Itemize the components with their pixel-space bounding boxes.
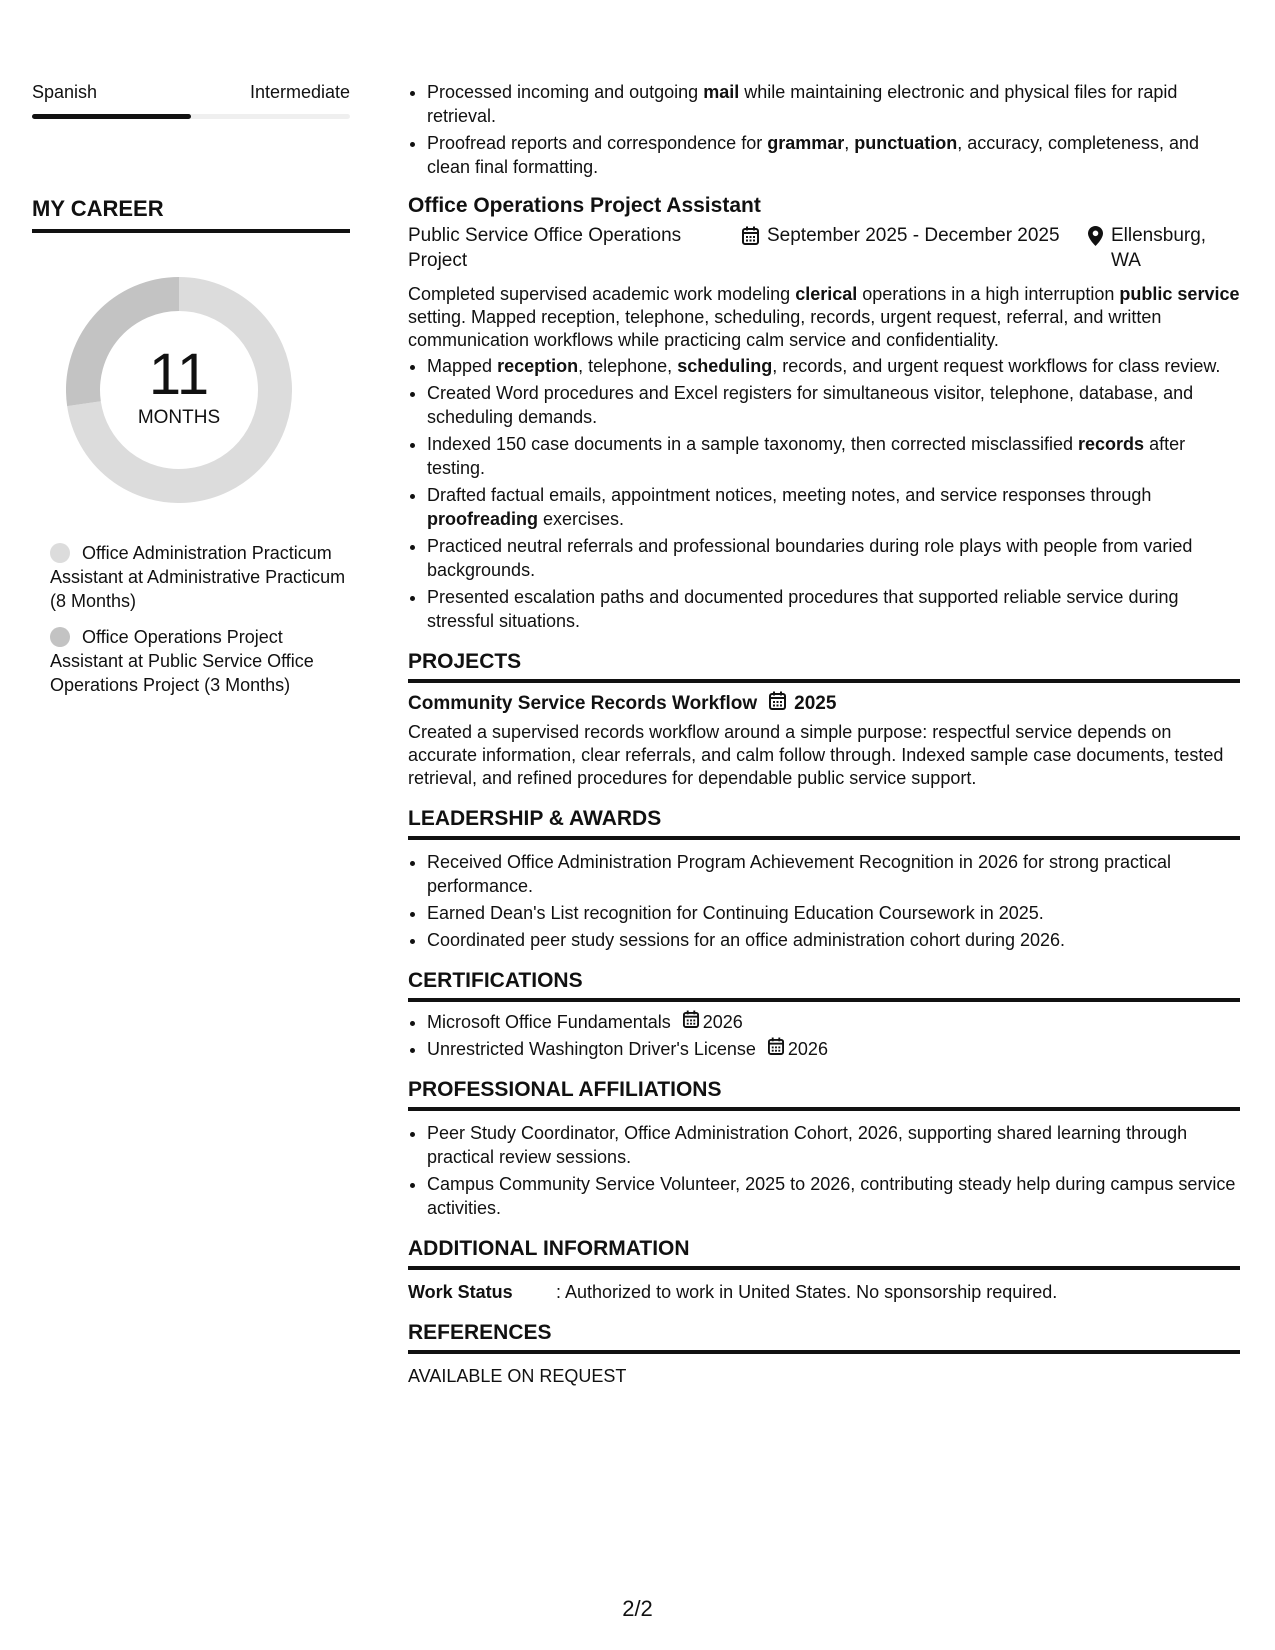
references-text: AVAILABLE ON REQUEST <box>408 1366 627 1386</box>
affiliations-heading: PROFESSIONAL AFFILIATIONS <box>408 1077 1240 1111</box>
job-bullet: • Drafted factual emails, appointment notices, meeting notes, and service responses through proofreading exercises. <box>427 483 1240 531</box>
career-donut <box>66 277 292 503</box>
calendar-icon <box>683 1010 699 1034</box>
language-proficiency-bar <box>32 114 350 119</box>
job-location <box>1088 223 1240 273</box>
sidebar <box>32 80 350 709</box>
page-number: 2/2 <box>622 1596 653 1621</box>
language-proficiency-fill <box>32 114 191 119</box>
certifications-heading: CERTIFICATIONS <box>408 968 1240 1002</box>
work-status-label: Work Status <box>408 1282 513 1302</box>
job-dates <box>742 223 1088 273</box>
career-legend-item <box>50 541 350 613</box>
job-bullets <box>408 354 1240 633</box>
legend-dot-icon <box>50 627 70 647</box>
references-heading: REFERENCES <box>408 1320 1240 1354</box>
career-heading: MY CAREER <box>32 195 350 233</box>
project-name: Community Service Records Workflow <box>408 693 758 714</box>
language-level: Intermediate <box>249 82 350 102</box>
legend-dot-icon <box>50 543 70 563</box>
previous-job-bullet: • Proofread reports and correspondence for grammar, punctuation, accuracy, completeness, and clean final formatting. <box>427 131 1240 179</box>
award-item: • Coordinated peer study sessions for an office administration cohort during 2026. <box>427 928 1240 952</box>
job-summary: Completed supervised academic work modeling clerical operations in a high interruption public service setting. Mapped reception, telephone, scheduling, records, urgent request, referral, and written communication workflows while practicing calm service and confidentiality. <box>408 284 1240 350</box>
previous-job-bullets <box>408 80 1240 179</box>
language-name: Spanish <box>32 82 98 102</box>
certification-year: 2026 <box>702 1012 743 1032</box>
career-total-unit: MONTHS <box>137 407 221 428</box>
job-bullet: • Mapped reception, telephone, scheduling, records, and urgent request workflows for class review. <box>427 354 1240 378</box>
affiliations-list <box>408 1121 1240 1220</box>
career-legend-text: Office Operations Project Assistant at Public Service Office Operations Project (3 Months) <box>50 627 314 695</box>
job-bullet: • Indexed 150 case documents in a sample taxonomy, then corrected misclassified records after testing. <box>427 432 1240 480</box>
career-legend-item <box>50 625 350 697</box>
job-location-text: Ellensburg, WA <box>1111 225 1207 271</box>
career-legend <box>32 541 350 697</box>
job-bullet: • Created Word procedures and Excel registers for simultaneous visitor, telephone, database, and scheduling demands. <box>427 381 1240 429</box>
project-year: 2025 <box>794 693 837 714</box>
additional-info-heading: ADDITIONAL INFORMATION <box>408 1236 1240 1270</box>
job-dates-text: September 2025 - December 2025 <box>767 225 1060 246</box>
calendar-icon <box>768 1037 784 1061</box>
awards-heading: LEADERSHIP & AWARDS <box>408 806 1240 840</box>
award-item: • Earned Dean's List recognition for Continuing Education Coursework in 2025. <box>427 901 1240 925</box>
work-status-row <box>408 1280 1240 1304</box>
affiliation-item: • Peer Study Coordinator, Office Administration Cohort, 2026, supporting shared learning through practical review sessions. <box>427 1121 1240 1169</box>
project-description: Created a supervised records workflow around a simple purpose: respectful service depends on accurate information, clear referrals, and calm follow through. Indexed sample case documents, tested retrieval, and refined procedures for dependable public service support. <box>408 722 1224 788</box>
job-meta <box>408 223 1240 273</box>
previous-job-bullet: • Processed incoming and outgoing mail while maintaining electronic and physical files for rapid retrieval. <box>427 80 1240 128</box>
career-legend-text: Office Administration Practicum Assistant at Administrative Practicum (8 Months) <box>50 543 346 611</box>
projects-heading: PROJECTS <box>408 649 1240 683</box>
career-total-months: 11 <box>148 342 210 407</box>
awards-list <box>408 850 1240 952</box>
certification-name: • Microsoft Office Fundamentals <box>427 1012 671 1032</box>
affiliation-item: • Campus Community Service Volunteer, 2025 to 2026, contributing steady help during campus service activities. <box>427 1172 1240 1220</box>
certification-item <box>427 1037 1240 1061</box>
main-content <box>408 80 1240 1388</box>
job-employer: Public Service Office Operations Project <box>408 225 682 271</box>
certification-item <box>427 1010 1240 1034</box>
job-bullet: • Practiced neutral referrals and professional boundaries during role plays with people from varied backgrounds. <box>427 534 1240 582</box>
award-item: • Received Office Administration Program Achievement Recognition in 2026 for strong practical performance. <box>427 850 1240 898</box>
job-bullet: • Presented escalation paths and documented procedures that supported reliable service during stressful situations. <box>427 585 1240 633</box>
location-pin-icon <box>1088 226 1103 253</box>
calendar-icon <box>769 691 786 717</box>
calendar-icon <box>742 226 759 252</box>
project-title-row <box>408 691 1240 717</box>
work-status-value: : Authorized to work in United States. No sponsorship required. <box>556 1282 1058 1302</box>
certification-name: • Unrestricted Washington Driver's License <box>427 1039 756 1059</box>
job-title: Office Operations Project Assistant <box>408 194 761 217</box>
language-row <box>32 80 350 104</box>
certifications-list <box>408 1010 1240 1061</box>
certification-year: 2026 <box>787 1039 828 1059</box>
